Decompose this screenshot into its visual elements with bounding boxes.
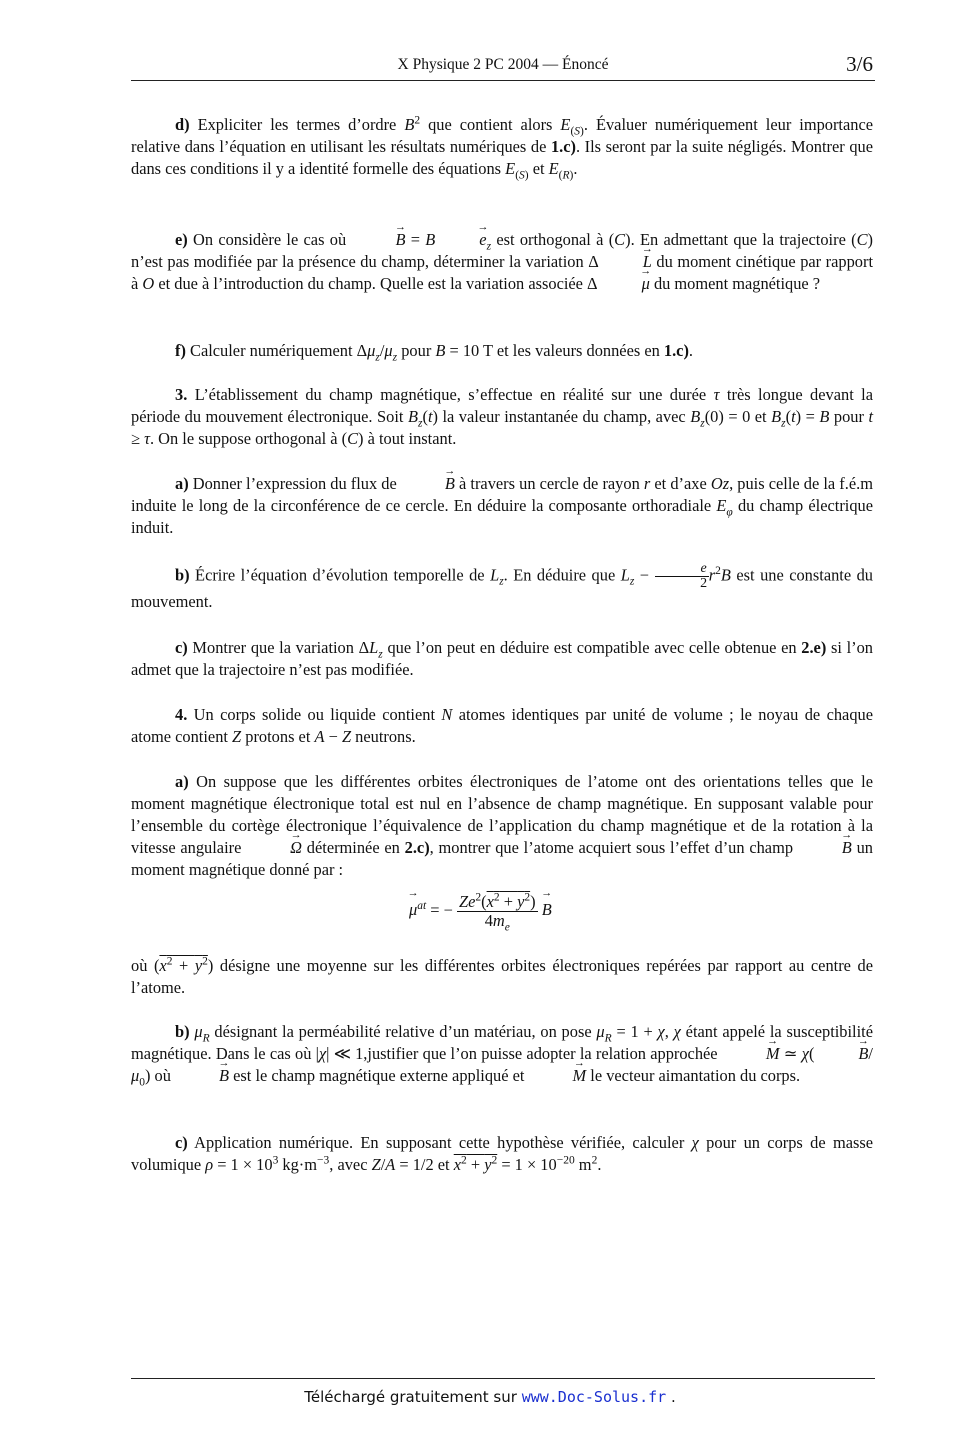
paragraph-4b: b) $\mu_R$ désignant la perméabilité relative d’un matériau, on pose $\mu_R = 1 + \chi$, χ étant appelé la susceptibilité magnétique. Dans le cas où |χ| ≪ 1,justifier que l’on puisse adopter la relation approchée → M ≃ $\chi(\to B/\mu_0)$ où → B est le champ magnétique externe appliqué et → M le vecteur aimantation du corps.: [131, 1021, 873, 1087]
page-number: 3/6: [846, 52, 873, 76]
formula-mu-at: → $\mu^{at}$ = − $\frac{Ze^2(x^2 + y^2)}{4m_e}$ → B: [409, 893, 552, 930]
paragraph-3a: a) Donner l’expression du flux de → B à travers un cercle de rayon r et d’axe Oz, puis celle de la f.é.m induite le long de la circonférence de ce cercle. En déduire la composante orthoradiale $E_\varphi$ du champ électrique induit.: [131, 473, 873, 539]
paragraph-2f: f) Calculer numériquement $\Delta\mu_z/\mu_z$ pour B = 10 T et les valeurs données en 1.c).: [175, 341, 694, 364]
paragraph-3c: c) Montrer que la variation $\Delta L_z$ que l’on peut en déduire est compatible avec celle obtenue en 2.e) si l’on admet que la trajectoire n’est pas modifiée.: [131, 638, 874, 679]
paragraph-4: 4. Un corps solide ou liquide contient N atomes identiques par unité de volume ; le noyau de chaque atome contient Z protons et A − Z neutrons.: [131, 705, 873, 746]
paragraph-4a: a) On suppose que les différentes orbites électroniques de l’atome ont des orientations telles que le moment magnétique électronique total est nul en l’absence de champ magnétique. En supposant valable pour l’ensemble du cortège électronique l’équivalence de l’application du champ magnétique et de la rotation à la vitesse angulaire → Ω déterminée en 2.c), montrer que l’atome acquiert sous l’effet d’un champ → B un moment magnétique donné par :: [131, 771, 873, 881]
paragraph-4c: c) Application numérique. En supposant cette hypothèse vérifiée, calculer χ pour un corps de masse volumique $\rho = 1 \times 10^3$ $kg\cdot m^{-3}$, avec Z/A = 1/2 et $x^2 + y^2 = 1 \times 10^{-20}$ $m^2$.: [131, 1133, 874, 1174]
paragraph-2d: d) Expliciter les termes d’ordre $B^2$ que contient alors $E_{(S)}$. Évaluer numériquement leur importance relative dans l’équation en utilisant les résultats numériques de 1.c). Ils seront par la suite négligés. Montrer que dans ces conditions il y a identité formelle des équations $E_{(S)}$ et $E_{(R)}$.: [131, 114, 874, 182]
footer-link[interactable]: www.Doc-Solus.fr: [521, 1388, 667, 1406]
footer-suffix: .: [666, 1388, 676, 1406]
footer: [0, 1388, 980, 1406]
header-title: X Physique 2 PC 2004 — Énoncé: [397, 56, 609, 73]
paragraph-3: 3. L’établissement du champ magnétique, s’effectue en réalité sur une durée τ très longue devant la période du mouvement électronique. Soit $B_z(t)$ la valeur instantanée du champ, avec $B_z(0) = 0$ et $B_z(t) = B$ pour t ≥ τ. On le suppose orthogonal à (C) à tout instant.: [131, 385, 873, 448]
paragraph-2e: e) On considère le cas où → $B = B\to e_z$ est orthogonal à (C). En admettant que la trajectoire (C) n’est pas modifiée par la présence du champ, déterminer la variation Δ→ L du moment cinétique par rapport à O et due à l’introduction du champ. Quelle est la variation associée Δ→ μ du moment magnétique ?: [131, 229, 873, 295]
paragraph-4a-note: où $(x^2 + y^2)$ désigne une moyenne sur les différentes orbites électroniques repérées par rapport au centre de l’atome.: [131, 955, 873, 997]
footer-text: Téléchargé gratuitement sur: [304, 1388, 517, 1406]
paragraph-3b: b) Écrire l’équation d’évolution temporelle de $L_z$. En déduire que $L_z$ − $\frac{e}{2}$ $r^2B$ est une constante du mouvement.: [131, 561, 873, 611]
footer-divider: [131, 1378, 875, 1379]
page-header: [131, 52, 875, 81]
